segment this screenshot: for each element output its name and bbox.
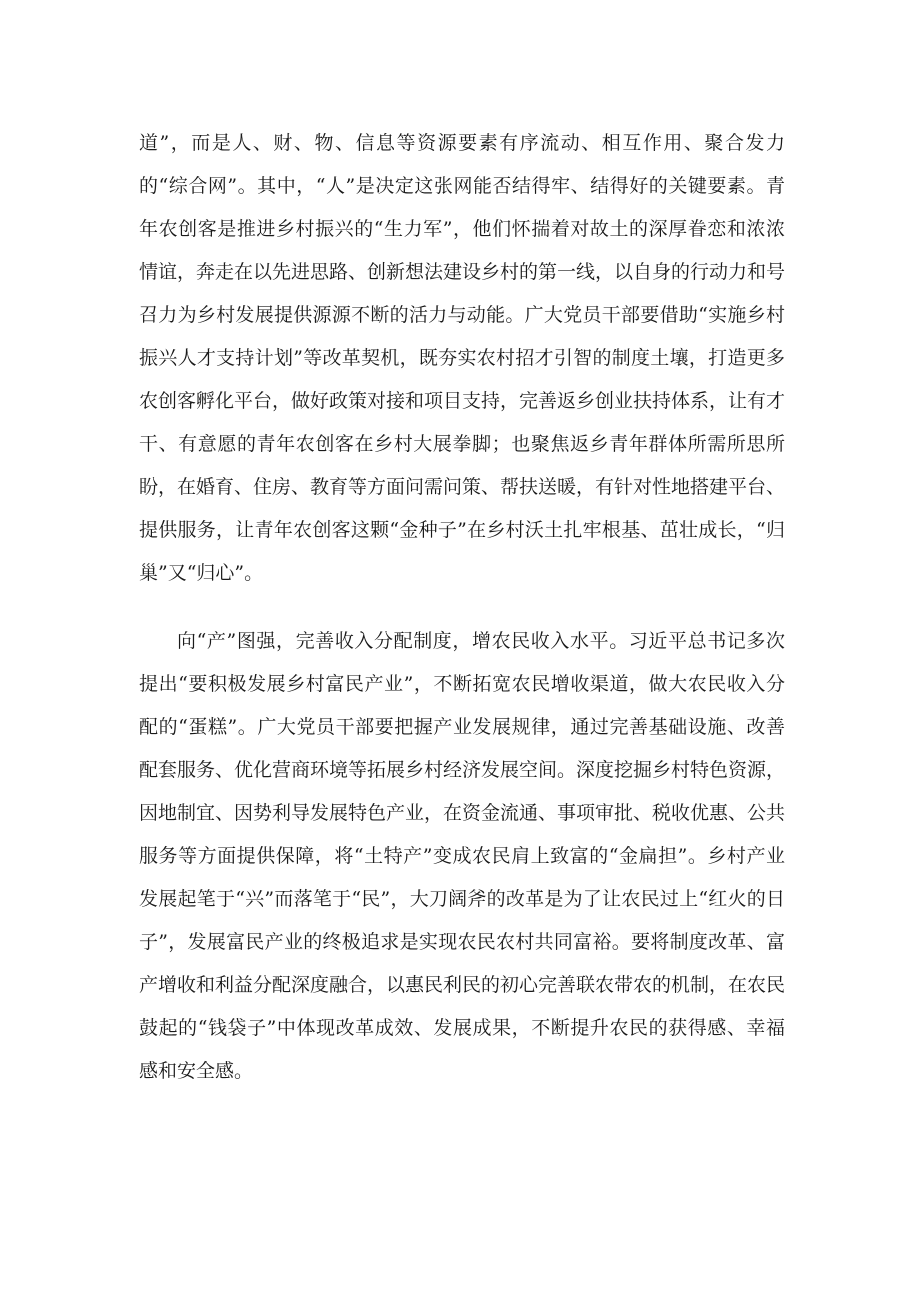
paragraph-income-distribution: 向“产”图强，完善收入分配制度，增农民收入水平。习近平总书记多次提出“要积极发展乡村富民产业”，不断拓宽农民增收渠道，做大农民收入分配的“蛋糕”。广大党员干部要把握产业发展规律，通过完善基础设施、改善配套服务、优化营商环境等拓展乡村经济发展空间。深度挖掘乡村特色资源，因地制宜、因势利导发展特色产业，在资金流通、事项审批、税收优惠、公共服务等方面提供保障，将“土特产”变成农民肩上致富的“金扁担”。乡村产业发展起笔于“兴”而落笔于“民”，大刀阔斧的改革是为了让农民过上“红火的日子”，发展富民产业的终极追求是实现农民农村共同富裕。要将制度改革、富产增收和利益分配深度融合，以惠民利民的初心完善联农带农的机制，在农民鼓起的“钱袋子”中体现改革成效、发展成果，不断提升农民的获得感、幸福感和安全感。: [139, 630, 786, 1082]
paragraph-continuation: 道”，而是人、财、物、信息等资源要素有序流动、相互作用、聚合发力的“综合网”。其中，“人”是决定这张网能否结得牢、结得好的关键要素。青年农创客是推进乡村振兴的“生力军”，他们怀揣着对故土的深厚眷恋和浓浓情谊，奔走在以先进思路、创新想法建设乡村的第一线，以自身的行动力和号召力为乡村发展提供源源不断的活力与动能。广大党员干部要借助“实施乡村振兴人才支持计划”等改革契机，既夯实农村招才引智的制度土壤，打造更多农创客孵化平台，做好政策对接和项目支持，完善返乡创业扶持体系，让有才干、有意愿的青年农创客在乡村大展拳脚；也聚焦返乡青年群体所需所思所盼，在婚育、住房、教育等方面问需问策、帮扶送暖，有针对性地搭建平台、提供服务，让青年农创客这颗“金种子”在乡村沃土扎牢根基、茁壮成长，“归巢”又“归心”。: [139, 132, 786, 584]
document-body: [139, 122, 785, 1093]
